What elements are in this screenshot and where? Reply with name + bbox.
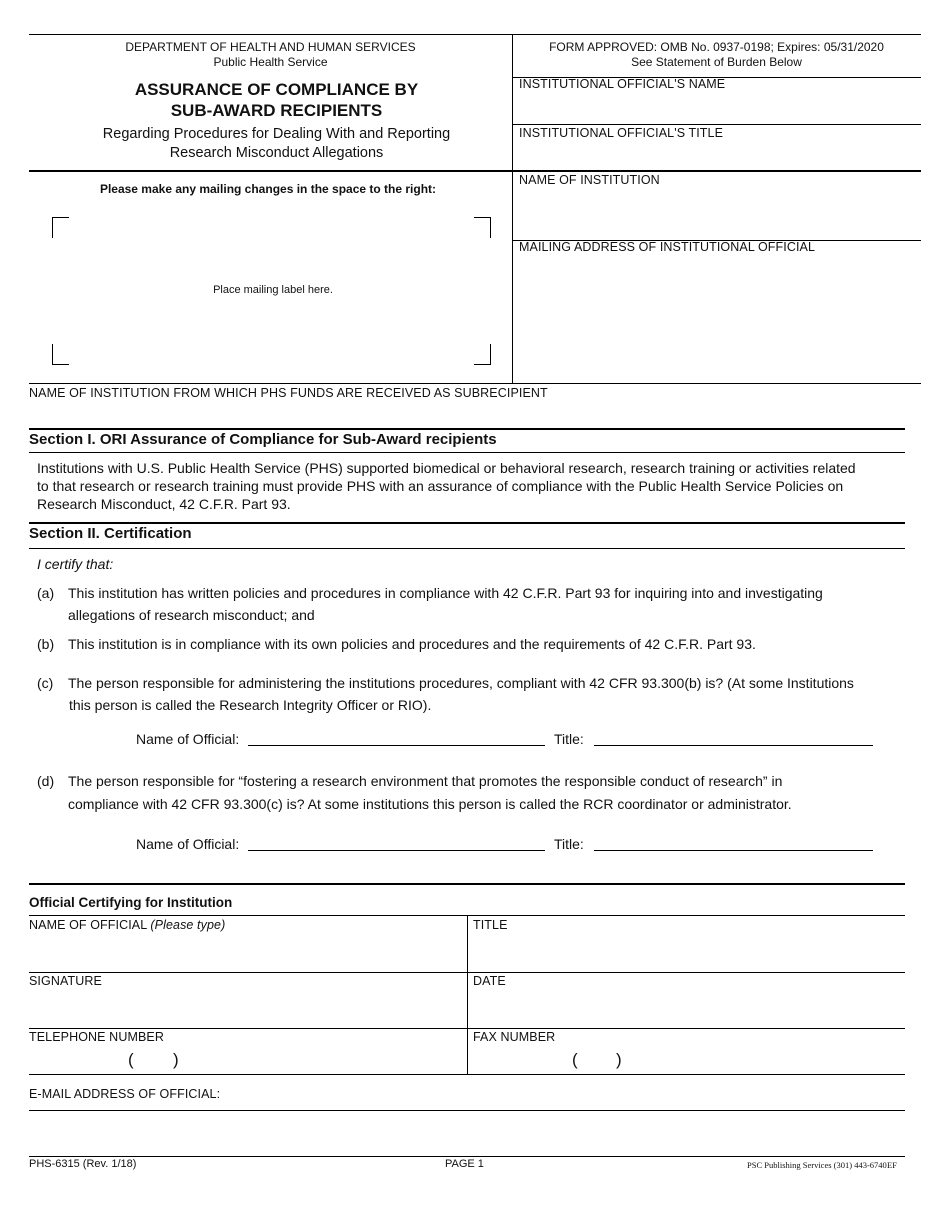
publisher-code: EF [887,1160,897,1170]
rio-name-label: Name of Official: [136,731,240,747]
mailing-bottom-rule [29,383,921,384]
footer-rule [29,1156,905,1157]
item-b-marker: (b) [37,636,55,652]
page-number: PAGE 1 [445,1158,484,1170]
section2-heading-rule [29,548,905,549]
mailing-label-placeholder: Place mailing label here. [213,284,333,296]
section1-top-rule [29,428,905,430]
title-input[interactable]: TITLE [473,918,508,932]
official-name-hint: (Please type) [150,918,226,932]
section2-top-rule [29,522,905,524]
official-name-input[interactable] [29,918,465,970]
certifying-rule-5 [29,1110,905,1111]
rcr-name-input[interactable] [248,850,545,851]
top-border [29,34,921,35]
certifying-heading: Official Certifying for Institution [29,895,233,910]
agency-name: Public Health Service [213,55,328,69]
rcr-title-label: Title: [554,836,584,852]
telephone-area-open: ( [128,1050,134,1069]
header-bottom-rule [29,170,921,172]
section1-text-line1: Institutions with U.S. Public Health Service (PHS) supported biomedical or behavioral research, research training or activities related [37,460,856,476]
item-a-line2: allegations of research misconduct; and [68,607,315,623]
official-name-label: NAME OF OFFICIAL [29,918,147,932]
publisher-credit: PSC Publishing Services (301) 443-6740 [747,1160,887,1170]
signature-input[interactable]: SIGNATURE [29,974,102,988]
rio-name-input[interactable] [248,745,545,746]
certifying-rule-4 [29,1074,905,1075]
rio-title-input[interactable] [594,745,873,746]
telephone-area-close: ) [173,1050,179,1069]
telephone-input[interactable] [29,1030,465,1072]
item-a-line1: This institution has written policies and procedures in compliance with 42 C.F.R. Part 93 for inquiring into and investigating [68,585,823,601]
section1-heading-rule [29,452,905,453]
institution-name-field[interactable]: NAME OF INSTITUTION [519,173,660,187]
mailing-address-field[interactable]: MAILING ADDRESS OF INSTITUTIONAL OFFICIAL [519,240,816,254]
rcr-title-input[interactable] [594,850,873,851]
label-corner-bottom-left [52,344,69,365]
certifying-rule-3 [29,1028,905,1029]
certifying-top-rule [29,883,905,885]
item-a-marker: (a) [37,585,55,601]
form-number: PHS-6315 (Rev. 1/18) [29,1158,137,1170]
certifying-divider [467,915,468,1074]
official-name-field[interactable]: INSTITUTIONAL OFFICIAL'S NAME [519,77,726,91]
phs-funds-institution-field[interactable]: NAME OF INSTITUTION FROM WHICH PHS FUNDS ARE RECEIVED AS SUBRECIPIENT [29,386,548,400]
certify-intro: I certify that: [37,556,114,572]
form-title-line1: ASSURANCE OF COMPLIANCE BY [134,80,419,99]
right-rule-2 [512,124,921,125]
item-d-line2: compliance with 42 CFR 93.300(c) is? At some institutions this person is called the RCR coordinator or administrator. [68,796,792,812]
label-corner-top-right [474,217,491,238]
fax-input[interactable] [473,1030,903,1072]
label-corner-top-left [52,217,69,238]
omb-approval: FORM APPROVED: OMB No. 0937-0198; Expires: 05/31/2020 [549,40,884,54]
form-subtitle-line2: Research Misconduct Allegations [169,145,384,161]
department-name: DEPARTMENT OF HEALTH AND HUMAN SERVICES [125,40,416,54]
item-d-line1: The person responsible for “fostering a research environment that promotes the responsible conduct of research” in [68,773,783,789]
item-c-line2: this person is called the Research Integrity Officer or RIO). [69,697,432,713]
burden-statement-note: See Statement of Burden Below [631,55,802,69]
item-d-marker: (d) [37,773,55,789]
section1-text-line2: to that research or research training must provide PHS with an assurance of compliance with the Public Health Service Policies on [37,478,844,494]
rio-title-label: Title: [554,731,584,747]
certifying-rule-2 [29,972,905,973]
label-corner-bottom-right [474,344,491,365]
section1-heading: Section I. ORI Assurance of Compliance for Sub-Award recipients [29,431,497,448]
date-input[interactable]: DATE [473,974,506,988]
fax-area-close: ) [616,1050,622,1069]
section1-text-line3: Research Misconduct, 42 C.F.R. Part 93. [37,496,291,512]
rcr-name-label: Name of Official: [136,836,240,852]
email-input[interactable]: E-MAIL ADDRESS OF OFFICIAL: [29,1087,221,1101]
item-c-marker: (c) [37,675,54,691]
item-c-line1: The person responsible for administering the institutions procedures, compliant with 42 CFR 93.300(b) is? (At some Institutions [68,675,854,691]
form-title-line2: SUB-AWARD RECIPIENTS [170,101,383,120]
telephone-label: TELEPHONE NUMBER [29,1030,164,1044]
official-title-field[interactable]: INSTITUTIONAL OFFICIAL'S TITLE [519,126,724,140]
form-subtitle-line1: Regarding Procedures for Dealing With and Reporting [102,126,451,142]
item-b-line1: This institution is in compliance with its own policies and procedures and the requirements of 42 C.F.R. Part 93. [68,636,756,652]
section2-heading: Section II. Certification [29,525,192,542]
fax-label: FAX NUMBER [473,1030,556,1044]
fax-area-open: ( [572,1050,578,1069]
mailing-instruction: Please make any mailing changes in the space to the right: [99,182,437,196]
